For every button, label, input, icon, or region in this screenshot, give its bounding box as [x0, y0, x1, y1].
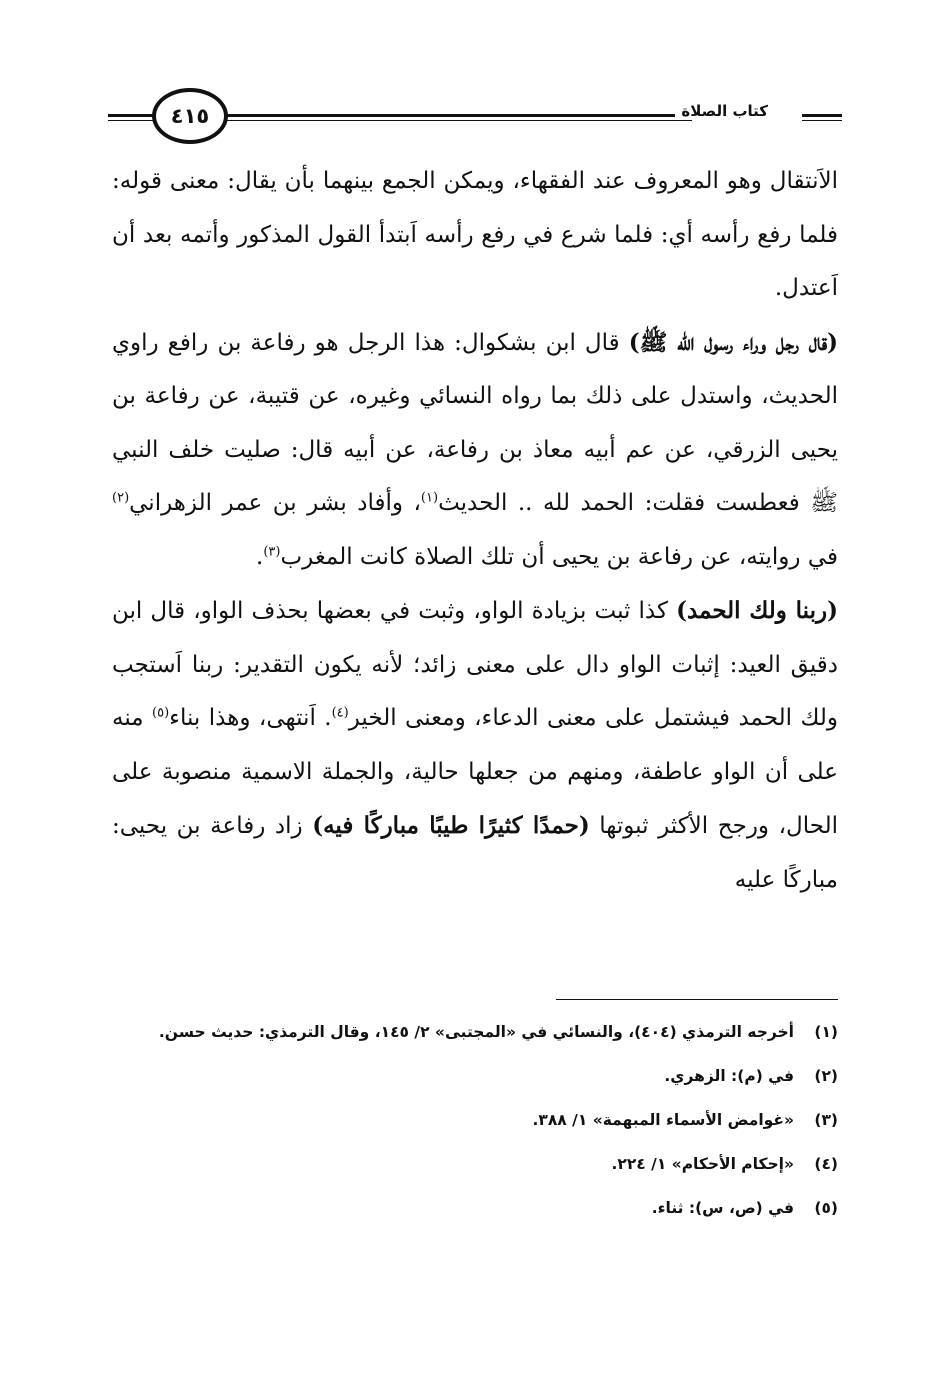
- footnote-number: (٥): [814, 1199, 838, 1217]
- footnote-number: (٢): [814, 1067, 838, 1085]
- paragraph-3-lemma: (ربنا ولك الحمد): [676, 597, 838, 624]
- body-text: [112, 155, 838, 907]
- header-rule-left: [108, 114, 158, 117]
- footnote-5: [112, 1186, 838, 1230]
- paragraph-3-text-d: زاد رفاعة بن يحيى: مباركًا عليه: [112, 813, 838, 893]
- footnote-text: أخرجه الترمذي (٤٠٤)، والنسائي في «المجتبى» ٢/ ١٤٥، وقال الترمذي: حديث حسن.: [158, 1023, 794, 1041]
- paragraph-3-text-c: منه على أن الواو عاطفة، ومنهم من جعلها حالية، والجملة الاسمية منصوبة على الحال، ورجح الأكثر ثبوتها: [112, 705, 838, 839]
- paragraph-3-lemma-2: (حمدًا كثيرًا طيبًا مباركًا فيه): [312, 812, 590, 839]
- page-number: ٤١٥: [152, 88, 228, 144]
- paragraph-2-text-d: .: [256, 543, 264, 570]
- footnote-3: [112, 1098, 838, 1142]
- footnote-ref-1: (١): [420, 490, 439, 506]
- footnote-ref-3: (٣): [263, 543, 281, 559]
- footnote-ref-5: (٥): [152, 705, 170, 721]
- paragraph-2-lemma: (قال رجل وراء رسول الله ﷺ): [628, 328, 839, 356]
- footnote-text: في (ص، س): ثناء.: [651, 1199, 794, 1217]
- footnote-ref-4: (٤): [331, 705, 349, 721]
- footnote-separator: [556, 999, 838, 1000]
- footnote-number: (٤): [814, 1155, 838, 1173]
- paragraph-3: [112, 584, 838, 907]
- footnote-number: (٣): [814, 1111, 838, 1129]
- footnote-2: [112, 1054, 838, 1098]
- footnote-text: «إحكام الأحكام» ١/ ٢٢٤.: [611, 1155, 794, 1173]
- paragraph-2-text-a: قال ابن بشكوال: هذا الرجل هو رفاعة بن رافع راوي الحديث، واستدل على ذلك بما رواه النسائي وغيره، عن قتيبة، عن رفاعة بن يحيى الزرقي، عن عم أبيه معاذ بن رفاعة، عن أبيه قال: صليت خلف النبي ﷺ فعطست فقلت: الحمد لله .. الحديث: [112, 329, 838, 516]
- footnote-number: (١): [814, 1023, 838, 1041]
- header-rule-right-thin: [802, 120, 842, 121]
- running-title: كتاب الصلاة: [675, 102, 774, 120]
- footnotes: [112, 1010, 838, 1230]
- paragraph-2-text-b: ، وأفاد بشر بن عمر الزهراني: [129, 490, 421, 516]
- paragraph-1: [112, 155, 838, 316]
- paragraph-1-text: الاَنتقال وهو المعروف عند الفقهاء، ويمكن الجمع بينهما بأن يقال: معنى قوله: فلما رفع رأسه أي: فلما شرع في رفع رأسه اَبتدأ القول المذكور وأتمه بعد أن اَعتدل.: [112, 168, 838, 301]
- footnote-4: [112, 1142, 838, 1186]
- header-rule-right: [802, 114, 842, 117]
- header-rule-middle: [226, 114, 692, 117]
- paragraph-2-text-c: في روايته، عن رفاعة بن يحيى أن تلك الصلاة كانت المغرب: [280, 543, 838, 570]
- paragraph-3-text-a: كذا ثبت بزيادة الواو، وثبت في بعضها بحذف الواو، قال ابن دقيق العيد: إثبات الواو دال على معنى زائد؛ لأنه يكون التقدير: ربنا اَستجب ولك الحمد فيشتمل على معنى الدعاء، ومعنى الخير: [112, 598, 838, 731]
- header-rule-left-thin: [108, 120, 158, 121]
- header-rule-middle-thin: [226, 120, 692, 121]
- footnote-1: [112, 1010, 838, 1054]
- page-header: [108, 88, 842, 148]
- footnote-text: «غوامض الأسماء المبهمة» ١/ ٣٨٨.: [532, 1111, 794, 1129]
- paragraph-3-text-b: . اَنتهى، وهذا بناء: [169, 705, 332, 731]
- footnote-ref-2: (٢): [112, 490, 130, 506]
- footnote-text: في (م): الزهري.: [664, 1067, 794, 1085]
- paragraph-2: [112, 316, 838, 585]
